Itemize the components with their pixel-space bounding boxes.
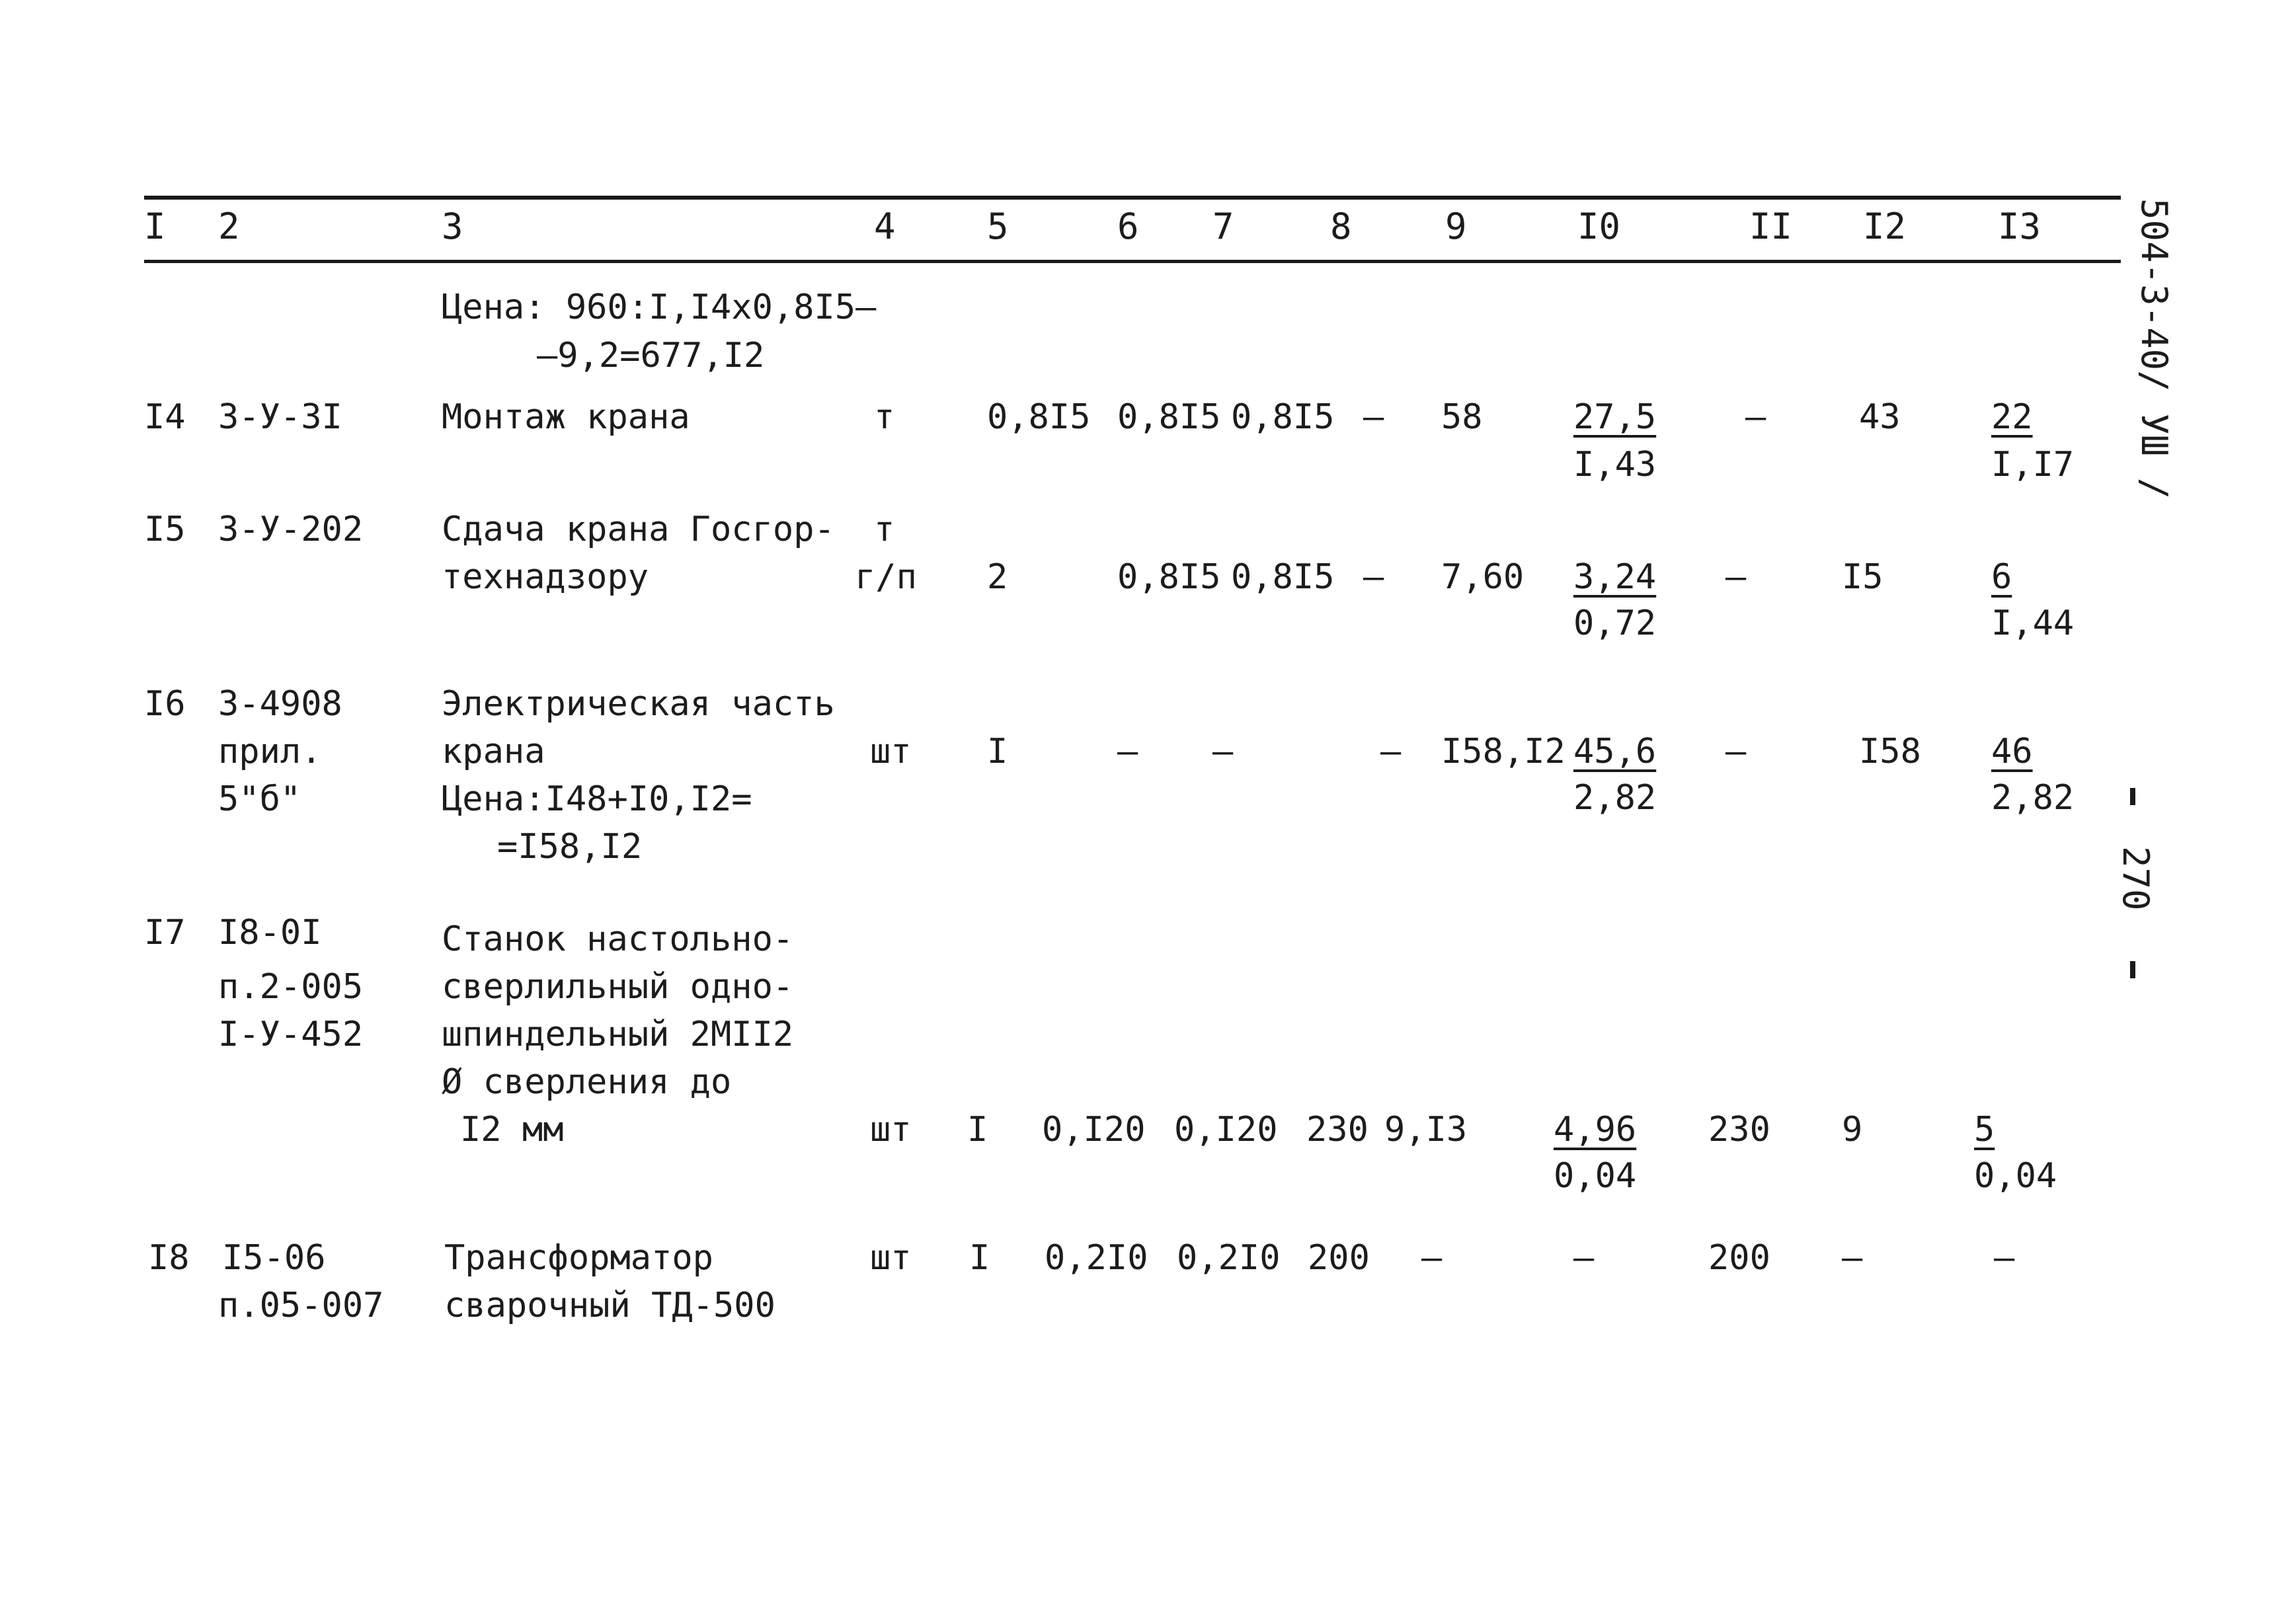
col-header-10: I0	[1577, 206, 1621, 247]
row-col12: 43	[1859, 397, 1901, 437]
row-unit: т	[874, 397, 895, 437]
row-col6: 0,8I5	[1117, 557, 1221, 597]
row-code: 3-4908	[218, 684, 342, 724]
row-name: шпиндельный 2МII2	[442, 1015, 794, 1054]
row-unit: шт	[870, 732, 912, 771]
row-col10-top: 4,96	[1554, 1110, 1637, 1150]
table-top-rule	[144, 196, 2121, 200]
col-header-5: 5	[987, 206, 1009, 247]
row-col12: 9	[1842, 1110, 1863, 1150]
row-col13-top: 46	[1991, 732, 2033, 771]
row-name: I2 мм	[460, 1110, 564, 1150]
row-col5: 2	[987, 557, 1008, 597]
col-header-9: 9	[1445, 206, 1467, 247]
row-col12: I5	[1842, 557, 1883, 597]
row-col7: 0,2I0	[1177, 1238, 1281, 1278]
row-col9: 9,I3	[1384, 1110, 1468, 1150]
row-col8: –	[1380, 732, 1402, 771]
row-code: прил.	[218, 732, 322, 771]
row-col6: 0,8I5	[1117, 397, 1221, 437]
row-number: I4	[144, 397, 186, 437]
row-code: п.05-007	[218, 1286, 384, 1325]
row-unit: г/п	[855, 557, 917, 597]
row-col10-bottom: I,43	[1573, 445, 1657, 485]
row-unit: т	[874, 510, 895, 549]
row-name: =I58,I2	[497, 827, 643, 867]
row-col10-top: 45,6	[1573, 732, 1657, 771]
row-number: I5	[144, 510, 186, 549]
row-name: Монтаж крана	[442, 397, 690, 437]
row-code: 5"б"	[218, 779, 301, 819]
row-number: I8	[148, 1238, 190, 1278]
row-col7: 0,8I5	[1231, 557, 1335, 597]
col-header-6: 6	[1117, 206, 1139, 247]
price-note-line-1: Цена: 960:I,I4х0,8I5–	[442, 288, 877, 327]
row-name: Ø сверления до	[442, 1062, 732, 1102]
row-col5: 0,8I5	[987, 397, 1091, 437]
row-col12: –	[1842, 1238, 1863, 1278]
row-col13-bottom: I,I7	[1991, 445, 2075, 485]
col-header-2: 2	[218, 206, 240, 247]
row-code: I8-0I	[218, 913, 322, 953]
row-name: технадзору	[442, 557, 649, 597]
row-col11: 230	[1708, 1110, 1770, 1150]
row-col9: I58,I2	[1441, 732, 1565, 771]
col-header-13: I3	[1998, 206, 2041, 247]
header-bottom-rule	[144, 260, 2121, 263]
row-code: 3-У-202	[218, 510, 364, 549]
row-col10-bottom: 2,82	[1573, 778, 1657, 818]
row-name: Сдача крана Госгор-	[442, 510, 835, 549]
col-header-12: I2	[1863, 206, 1907, 247]
col-header-7: 7	[1212, 206, 1234, 247]
row-name: Трансформатор	[444, 1238, 713, 1278]
row-col10-top: 27,5	[1573, 397, 1657, 437]
row-code: I-У-452	[218, 1015, 364, 1054]
row-col11: –	[1725, 732, 1747, 771]
col-header-4: 4	[874, 206, 896, 247]
row-code: п.2-005	[218, 967, 364, 1007]
row-col7: –	[1212, 732, 1234, 771]
row-col9: 7,60	[1441, 557, 1524, 597]
row-col7: 0,8I5	[1231, 397, 1335, 437]
row-col8: 230	[1306, 1110, 1368, 1150]
row-col13-top: 5	[1974, 1110, 1995, 1150]
col-header-3: 3	[442, 206, 463, 247]
row-col13-bottom: 0,04	[1974, 1156, 2057, 1196]
page-number-dash-top	[2130, 788, 2135, 805]
row-col10: –	[1573, 1238, 1595, 1278]
page-number-dash-bottom	[2130, 961, 2135, 978]
row-name: крана	[442, 732, 545, 771]
row-code: 3-У-3I	[218, 397, 342, 437]
col-header-1: I	[144, 206, 166, 247]
row-col9: –	[1421, 1238, 1443, 1278]
row-col7: 0,I20	[1174, 1110, 1278, 1150]
row-col9: 58	[1441, 397, 1483, 437]
row-col10-bottom: 0,72	[1573, 604, 1657, 643]
row-col5: I	[987, 732, 1008, 771]
row-name: Станок настольно-	[442, 919, 794, 959]
row-col12: I58	[1859, 732, 1921, 771]
row-col5: I	[967, 1110, 988, 1150]
col-header-11: II	[1749, 206, 1793, 247]
margin-stamp: 504-3-40/ УШ /	[2133, 198, 2175, 500]
col-header-8: 8	[1330, 206, 1352, 247]
row-col8: –	[1363, 557, 1384, 597]
row-col6: 0,I20	[1042, 1110, 1146, 1150]
row-col13-bottom: 2,82	[1991, 778, 2075, 818]
row-col13-bottom: I,44	[1991, 604, 2075, 643]
row-number: I7	[144, 913, 186, 953]
row-col8: –	[1363, 397, 1384, 437]
row-col10-bottom: 0,04	[1554, 1156, 1637, 1196]
row-unit: шт	[870, 1110, 912, 1150]
row-code: I5-06	[222, 1238, 326, 1278]
row-name: Цена:I48+I0,I2=	[442, 779, 752, 819]
row-col8: 200	[1308, 1238, 1370, 1278]
row-name: Электрическая часть	[442, 684, 835, 724]
price-note-line-2: –9,2=677,I2	[537, 336, 765, 375]
row-col11: 200	[1708, 1238, 1770, 1278]
page-number: 270	[2115, 846, 2157, 911]
row-col13-top: 6	[1991, 557, 2012, 597]
row-col13-top: 22	[1991, 397, 2033, 437]
row-name: сварочный ТД-500	[444, 1286, 775, 1325]
row-number: I6	[144, 684, 186, 724]
row-col5: I	[969, 1238, 990, 1278]
row-col6: 0,2I0	[1045, 1238, 1148, 1278]
row-col10-top: 3,24	[1573, 557, 1657, 597]
row-col6: –	[1117, 732, 1138, 771]
row-col11: –	[1725, 557, 1747, 597]
row-name: сверлильный одно-	[442, 967, 794, 1007]
row-col11: –	[1745, 397, 1766, 437]
row-col13: –	[1994, 1238, 2015, 1278]
row-unit: шт	[870, 1238, 912, 1278]
